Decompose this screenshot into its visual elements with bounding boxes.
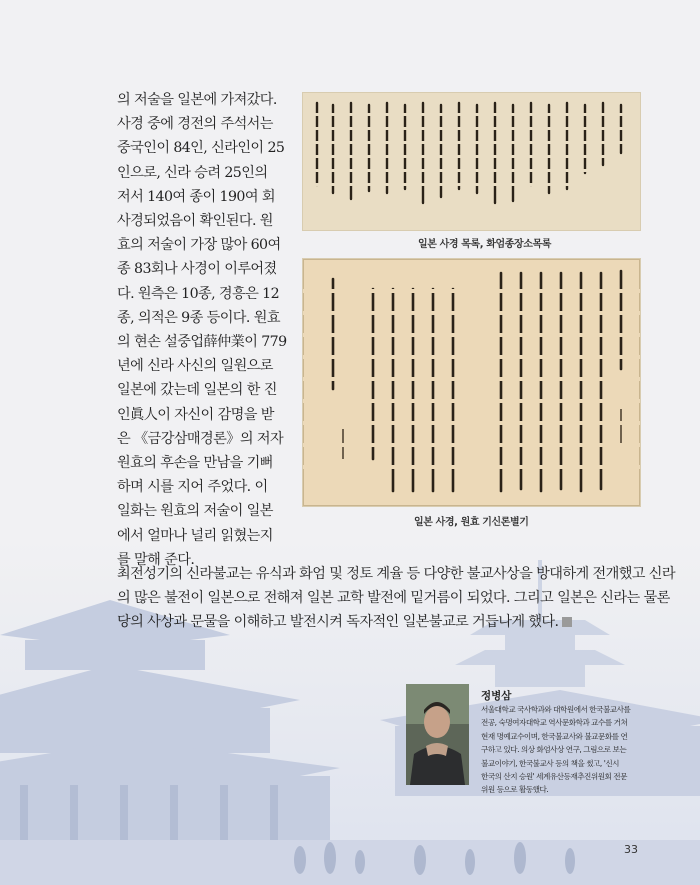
bio-line: 전공, 숙명여자대학교 역사문화학과 교수를 거쳐 [481, 718, 628, 728]
bio-line: 현재 명예교수이며, 한국불교사와 불교문화를 연 [481, 731, 628, 741]
wonhyo-manuscript-image [303, 259, 640, 506]
text-line: 종, 의적은 9종 등이다. 원효 [117, 309, 280, 326]
figure-caption: 일본 사경 목록, 화엄종장소목록 [418, 239, 552, 250]
bio-line: 위원 등으로 활동했다. [481, 785, 549, 795]
author-name: 정병삼 [481, 690, 512, 702]
bio-line: 서울대학교 국사학과와 대학원에서 한국불교사를 [481, 705, 631, 714]
author-bio [481, 703, 642, 797]
text-line: 다. 원측은 10종, 경흥은 12 [117, 285, 280, 302]
figure-caption: 일본 사경, 원효 기신론별기 [414, 517, 529, 528]
bio-line: 구하고 있다. 의상 화엄사상 연구, 그림으로 보는 [481, 745, 627, 755]
text-line: 의 많은 불전이 일본으로 전해져 일본 교학 발전에 밑거름이 되었다. 그리고 일본은 신라는 물론 [117, 590, 670, 607]
text-line: 에서 얼마나 널리 읽혔는지 [117, 527, 273, 544]
text-line: 의 현손 설중업薛仲業이 779 [117, 334, 287, 351]
text-line: 종 83회나 사경이 이루어졌 [117, 261, 277, 278]
text-line: 원효의 후손을 만남을 기뻐 [117, 455, 273, 472]
text-line: 은 《금강삼매경론》의 저자 [117, 430, 284, 447]
text-line: 저서 140여 종이 190여 회 [117, 188, 275, 205]
text-line: 인眞人이 자신이 감명을 받 [117, 406, 274, 423]
text-line: 사경 중에 경전의 주석서는 [117, 116, 273, 133]
text-line: 인으로, 신라 승려 25인의 [117, 164, 268, 181]
body-text-wide [117, 562, 676, 635]
page-number: 33 [624, 843, 638, 856]
text-line: 일본에 갔는데 일본의 한 진 [117, 382, 277, 399]
text-line-last [117, 610, 641, 634]
text-line: 를 말해 준다. [117, 551, 195, 568]
bio-line: 한국의 산지 승원' 세계유산등재추진위원회 전문 [481, 772, 627, 782]
manuscript-catalogue-image [303, 93, 640, 230]
text-line: 일화는 원효의 저술이 일본 [117, 503, 273, 520]
text-line: 의 저술을 일본에 가져갔다. [117, 92, 277, 108]
text-line: 사경되었음이 확인된다. 원 [117, 213, 273, 230]
text-line-content: 당의 사상과 문물을 이해하고 발전시켜 독자적인 일본불교로 거듭나게 했다. [117, 614, 559, 631]
body-text-column [117, 88, 295, 572]
text-line: 년에 신라 사신의 일원으로 [117, 358, 273, 375]
author-photo [406, 684, 469, 785]
end-mark-icon [562, 617, 572, 627]
text-line: 하며 시를 지어 주었다. 이 [117, 479, 268, 496]
text-line: 최전성기의 신라불교는 유식과 화엄 및 정토 계율 등 다양한 불교사상을 방대하게 전개했고 신라 [117, 566, 676, 582]
bio-line: 불교이야기, 한국불교사 등의 책을 썼고, '신시 [481, 758, 620, 768]
text-line: 효의 저술이 가장 많아 60여 [117, 237, 281, 254]
text-line: 중국인이 84인, 신라인이 25 [117, 140, 285, 157]
